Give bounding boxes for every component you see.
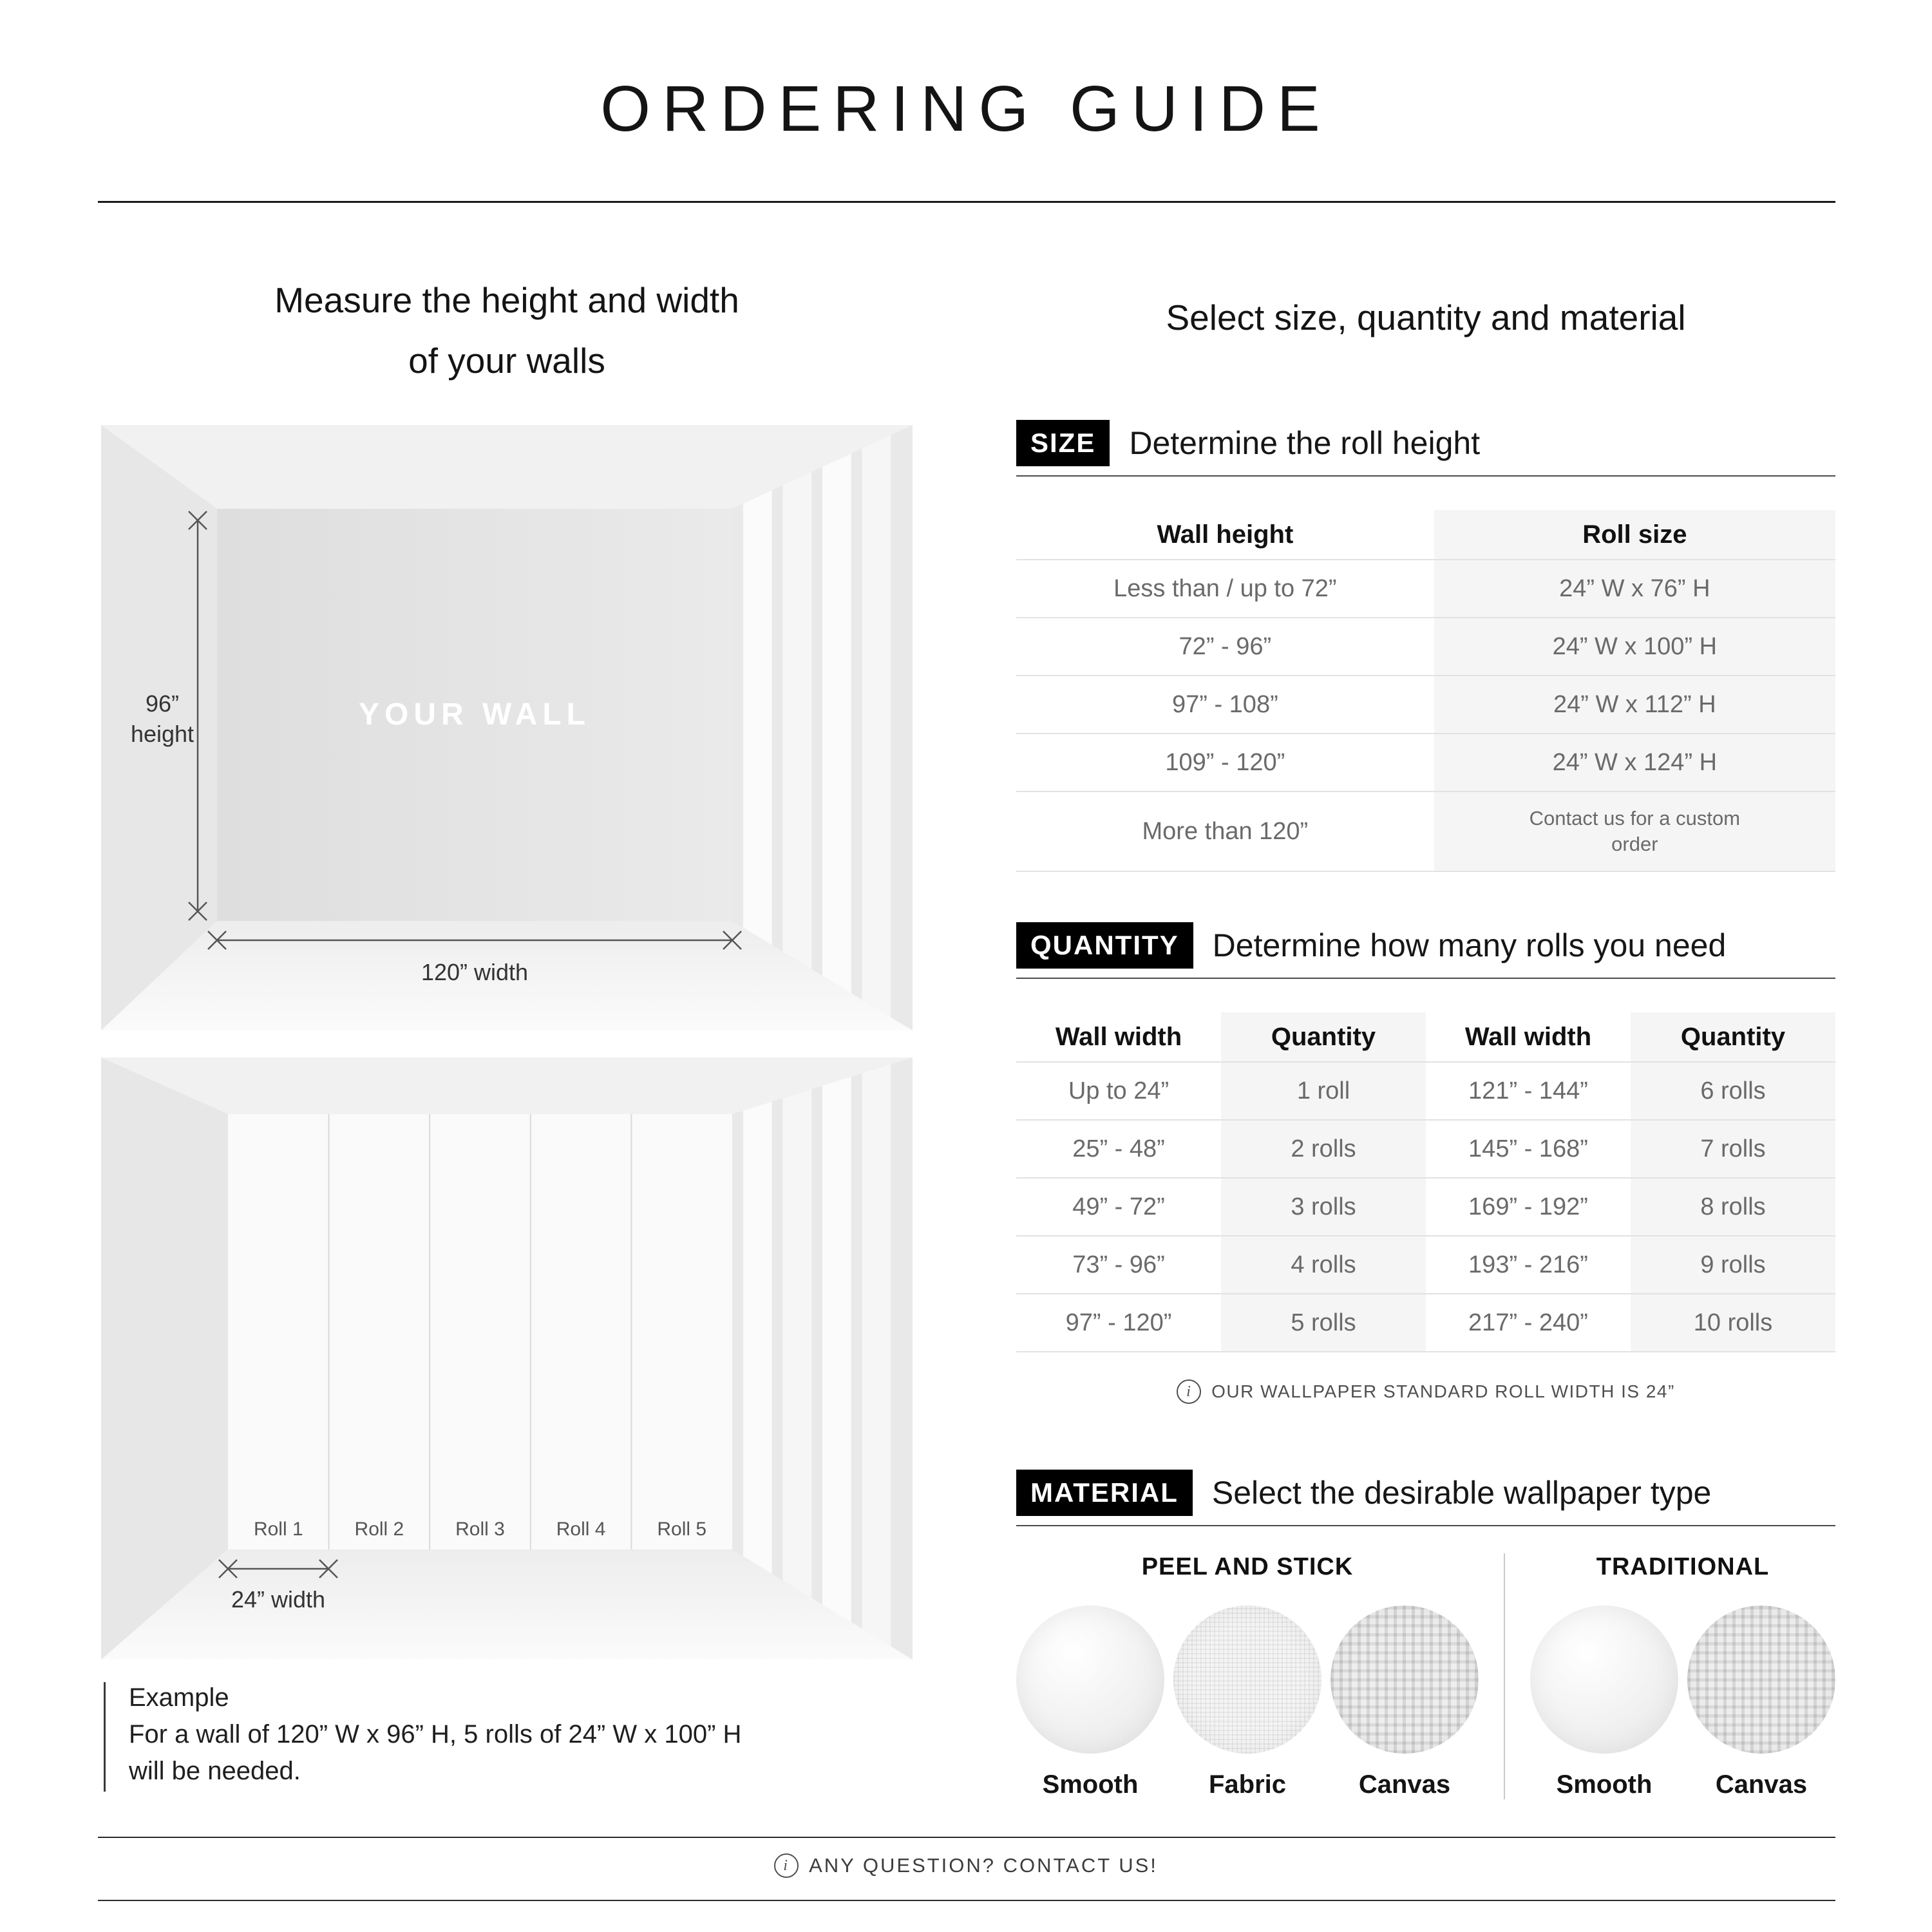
size-subtitle: Determine the roll height — [1129, 425, 1481, 461]
wall-width-cell: 73” - 96” — [1072, 1251, 1165, 1278]
quantity-cell: 4 rolls — [1221, 1236, 1426, 1293]
quantity-table-row — [1016, 1119, 1835, 1177]
quantity-header: Quantity — [1221, 1012, 1426, 1061]
quantity-table-row — [1016, 1293, 1835, 1351]
size-table — [1016, 510, 1835, 872]
material-group-traditional — [1530, 1553, 1835, 1799]
roll-size-cell: 24” W x 100” H — [1434, 618, 1835, 675]
quantity-badge: QUANTITY — [1016, 922, 1193, 969]
roll-size-header: Roll size — [1434, 510, 1835, 559]
quantity-header: Quantity — [1631, 1012, 1835, 1061]
quantity-cell: 9 rolls — [1631, 1236, 1835, 1293]
wall-width-cell: 193” - 216” — [1468, 1251, 1588, 1278]
roll-size-cell: 24” W x 112” H — [1434, 676, 1835, 733]
wall-height-cell: 109” - 120” — [1165, 748, 1285, 776]
material-section — [1016, 1470, 1835, 1799]
wall-width-cell: 145” - 168” — [1468, 1135, 1588, 1162]
roll-size-cell: Contact us for a custom order — [1434, 792, 1835, 871]
canvas-texture-icon — [1687, 1605, 1835, 1754]
footer-note — [0, 1853, 1932, 1878]
wall-height-cell: More than 120” — [1142, 817, 1309, 845]
material-groups — [1016, 1553, 1835, 1799]
size-table-row — [1016, 733, 1835, 791]
material-group-peel-and-stick — [1016, 1553, 1479, 1799]
size-table-row — [1016, 791, 1835, 871]
example-line1: For a wall of 120” W x 96” H, 5 rolls of 24” W x 100” H — [129, 1719, 742, 1748]
size-table-row — [1016, 675, 1835, 733]
canvas-texture-icon — [1331, 1605, 1479, 1754]
quantity-section — [1016, 922, 1835, 1404]
swatch-peel-fabric — [1173, 1605, 1321, 1799]
left-heading-line1: Measure the height and width — [274, 280, 739, 320]
smooth-texture-icon — [1016, 1605, 1164, 1754]
wall-width-cell: 169” - 192” — [1468, 1193, 1588, 1220]
example-heading: Example — [129, 1683, 229, 1712]
quantity-cell: 6 rolls — [1631, 1063, 1835, 1119]
quantity-cell: 3 rolls — [1221, 1179, 1426, 1235]
quantity-cell: 1 roll — [1221, 1063, 1426, 1119]
page-title: ORDERING GUIDE — [600, 73, 1332, 145]
size-section — [1016, 420, 1835, 872]
quantity-cell: 10 rolls — [1631, 1294, 1835, 1351]
left-heading-line2: of your walls — [408, 340, 605, 381]
roll-label: Roll 5 — [657, 1519, 707, 1540]
section-divider — [1016, 1525, 1835, 1526]
footer-divider-bottom — [98, 1900, 1835, 1901]
room-rolls-illustration — [101, 1057, 913, 1660]
swatch-peel-smooth — [1016, 1605, 1164, 1799]
section-divider — [1016, 978, 1835, 979]
example-note — [104, 1682, 914, 1792]
smooth-texture-icon — [1530, 1605, 1678, 1754]
roll-size-cell: 24” W x 76” H — [1434, 560, 1835, 617]
roll-label: Roll 1 — [253, 1519, 303, 1540]
quantity-cell: 5 rolls — [1221, 1294, 1426, 1351]
footer-text: ANY QUESTION? CONTACT US! — [809, 1854, 1158, 1877]
your-wall-label: YOUR WALL — [359, 697, 591, 732]
quantity-subtitle: Determine how many rolls you need — [1212, 927, 1727, 963]
example-line2: will be needed. — [129, 1756, 301, 1785]
header-divider — [98, 201, 1835, 203]
quantity-table-row — [1016, 1177, 1835, 1235]
wall-width-cell: 217” - 240” — [1468, 1309, 1588, 1336]
size-table-header — [1016, 510, 1835, 559]
wall-width-header: Wall width — [1464, 1022, 1592, 1051]
swatch-label: Smooth — [1042, 1770, 1139, 1799]
height-value-label: 96” — [145, 690, 180, 717]
roll-width-label: 24” width — [231, 1586, 326, 1613]
wall-width-cell: 49” - 72” — [1072, 1193, 1165, 1220]
left-column-heading — [101, 270, 913, 391]
quantity-cell: 2 rolls — [1221, 1121, 1426, 1177]
swatch-peel-canvas — [1331, 1605, 1479, 1799]
wall-height-cell: 97” - 108” — [1171, 690, 1278, 718]
swatch-label: Smooth — [1556, 1770, 1653, 1799]
wall-width-cell: 121” - 144” — [1468, 1077, 1588, 1104]
quantity-cell: 8 rolls — [1631, 1179, 1835, 1235]
standard-roll-width-note — [1016, 1379, 1835, 1404]
material-subtitle: Select the desirable wallpaper type — [1211, 1475, 1712, 1511]
material-badge: MATERIAL — [1016, 1470, 1193, 1516]
material-divider — [1504, 1553, 1505, 1799]
footer-divider-top — [98, 1837, 1835, 1838]
roll-label: Roll 4 — [556, 1519, 606, 1540]
note-text: OUR WALLPAPER STANDARD ROLL WIDTH IS 24” — [1211, 1381, 1675, 1401]
quantity-table-header — [1016, 1012, 1835, 1061]
info-icon: i — [1177, 1379, 1201, 1404]
height-word-label: height — [130, 721, 194, 747]
quantity-cell: 7 rolls — [1631, 1121, 1835, 1177]
swatch-traditional-smooth — [1530, 1605, 1678, 1799]
fabric-texture-icon — [1173, 1605, 1321, 1754]
wall-width-cell: 97” - 120” — [1065, 1309, 1172, 1336]
roll-size-cell: 24” W x 124” H — [1434, 734, 1835, 791]
swatch-label: Fabric — [1208, 1770, 1287, 1799]
material-group-title: TRADITIONAL — [1596, 1553, 1770, 1580]
wall-width-cell: 25” - 48” — [1072, 1135, 1165, 1162]
swatch-label: Canvas — [1358, 1770, 1451, 1799]
wall-width-cell: Up to 24” — [1068, 1077, 1170, 1104]
swatch-label: Canvas — [1715, 1770, 1808, 1799]
wall-height-cell: Less than / up to 72” — [1113, 574, 1337, 602]
roll-panels-wall — [228, 1114, 732, 1549]
roll-label: Roll 2 — [354, 1519, 404, 1540]
roll-label: Roll 3 — [455, 1519, 505, 1540]
wall-height-header: Wall height — [1157, 520, 1294, 549]
material-group-title: PEEL AND STICK — [1141, 1553, 1354, 1580]
quantity-table — [1016, 1012, 1835, 1352]
quantity-table-row — [1016, 1061, 1835, 1119]
swatch-traditional-canvas — [1687, 1605, 1835, 1799]
info-icon: i — [774, 1853, 799, 1878]
wall-height-cell: 72” - 96” — [1179, 632, 1272, 660]
section-divider — [1016, 475, 1835, 477]
width-label: 120” width — [421, 959, 529, 985]
right-column-heading: Select size, quantity and material — [1166, 298, 1686, 337]
size-badge: SIZE — [1016, 420, 1110, 466]
room-empty-wall-illustration — [101, 425, 913, 1030]
size-table-row — [1016, 559, 1835, 617]
size-table-row — [1016, 617, 1835, 675]
quantity-table-row — [1016, 1235, 1835, 1293]
wall-width-header: Wall width — [1055, 1022, 1182, 1051]
